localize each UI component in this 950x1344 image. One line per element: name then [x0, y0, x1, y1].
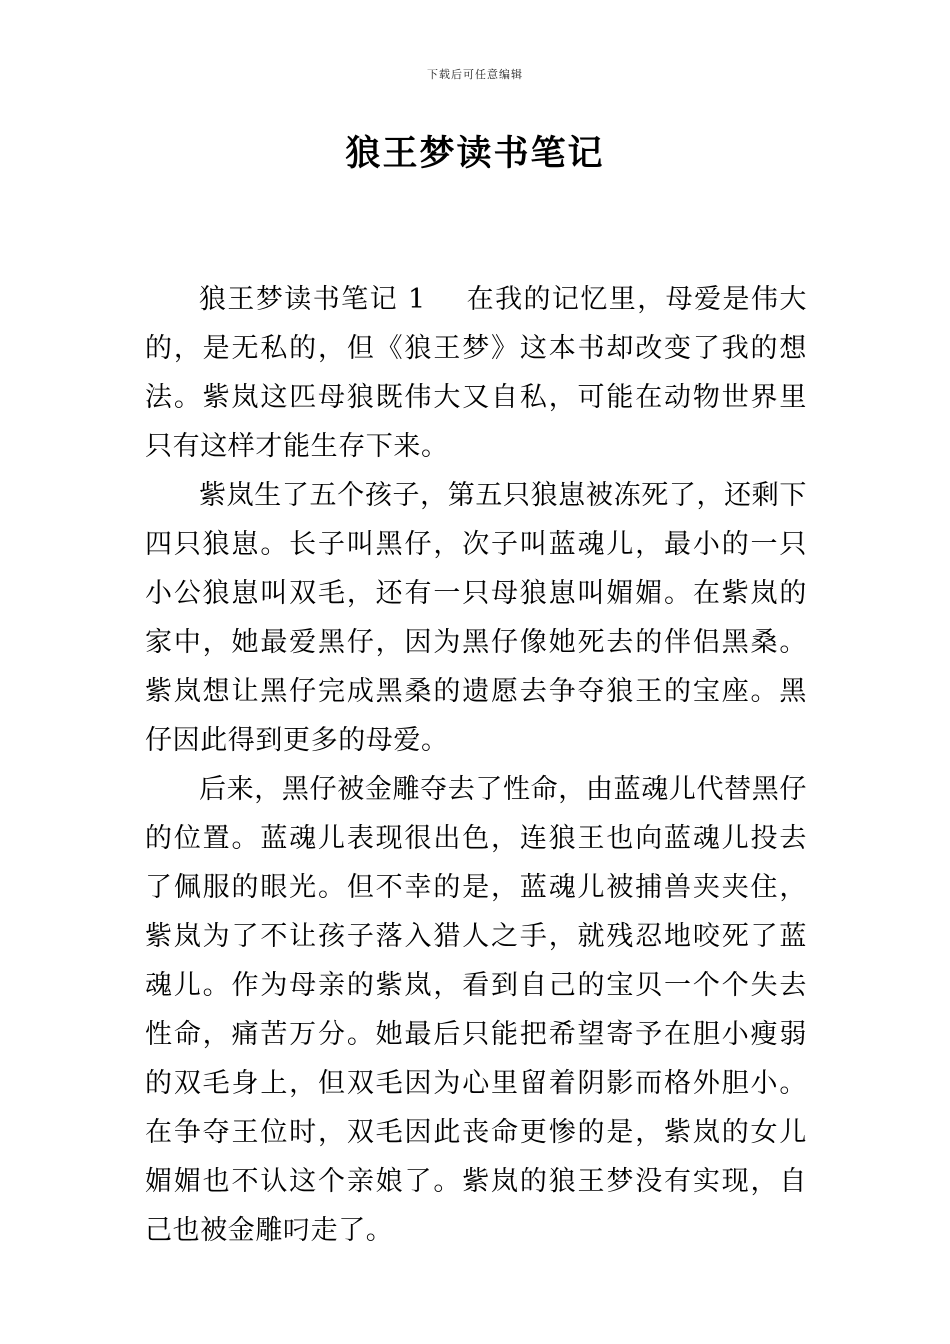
document-body — [145, 275, 807, 1255]
paragraph-1 — [145, 275, 807, 471]
paragraph-2: 紫岚生了五个孩子，第五只狼崽被冻死了，还剩下四只狼崽。长子叫黑仔，次子叫蓝魂儿，最小的一只小公狼崽叫双毛，还有一只母狼崽叫媚媚。在紫岚的家中，她最爱黑仔，因为黑仔像她死去的伴侣黑桑。紫岚想让黑仔完成黑桑的遗愿去争夺狼王的宝座。黑仔因此得到更多的母爱。 — [145, 480, 807, 756]
paragraph-1-text: 在我的记忆里，母爱是伟大的，是无私的，但《狼王梦》这本书却改变了我的想法。紫岚这匹母狼既伟大又自私，可能在动物世界里只有这样才能生存下来。 — [145, 284, 807, 462]
section-heading: 狼王梦读书笔记 1 — [199, 284, 426, 315]
header-note: 下载后可任意编辑 — [427, 68, 523, 81]
document-title: 狼王梦读书笔记 — [345, 134, 605, 174]
paragraph-3: 后来，黑仔被金雕夺去了性命，由蓝魂儿代替黑仔的位置。蓝魂儿表现很出色，连狼王也向蓝魂儿投去了佩服的眼光。但不幸的是，蓝魂儿被捕兽夹夹住，紫岚为了不让孩子落入猎人之手，就残忍地咬死了蓝魂儿。作为母亲的紫岚，看到自己的宝贝一个个失去性命，痛苦万分。她最后只能把希望寄予在胆小瘦弱的双毛身上，但双毛因为心里留着阴影而格外胆小。在争夺王位时，双毛因此丧命更惨的是，紫岚的女儿媚媚也不认这个亲娘了。紫岚的狼王梦没有实现，自己也被金雕叼走了。 — [145, 774, 807, 1246]
